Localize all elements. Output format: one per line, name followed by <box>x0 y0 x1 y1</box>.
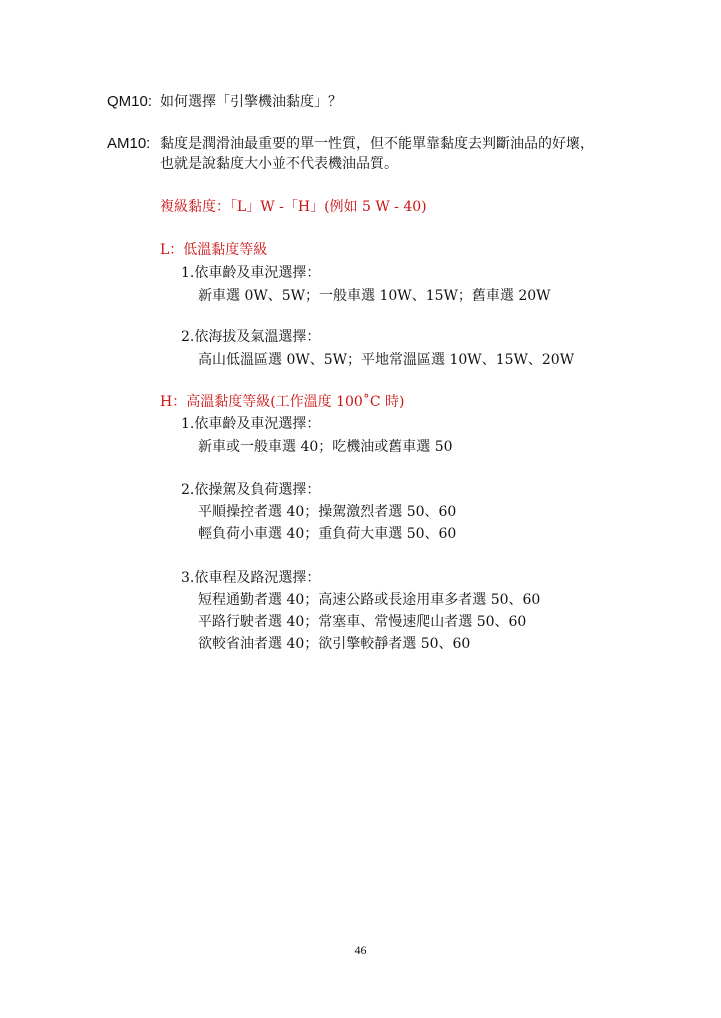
low-group-2-title: 2.依海拔及氣溫選擇： <box>181 329 321 345</box>
answer-line-1: 黏度是潤滑油最重要的單一性質，但不能單靠黏度去判斷油品的好壞， <box>160 136 594 152</box>
high-group-2-item-2: 輕負荷小車選 40；重負荷大車選 50、60 <box>198 526 457 542</box>
high-group-3-item-1: 短程通勤者選 40；高速公路或長途用車多者選 50、60 <box>198 592 541 608</box>
answer-line-2: 也就是說黏度大小並不代表機油品質。 <box>160 156 398 172</box>
high-group-2-title: 2.依操駕及負荷選擇： <box>181 482 321 498</box>
low-group-1-title: 1.依車齡及車況選擇： <box>181 265 321 281</box>
high-heading: H：高溫黏度等級(工作溫度 100˚C 時) <box>160 394 405 410</box>
high-group-3-item-3: 欲較省油者選 40；欲引擎較靜者選 50、60 <box>198 636 471 652</box>
answer-label: AM10: <box>107 135 151 152</box>
high-group-1-title: 1.依車齡及車況選擇： <box>181 416 321 432</box>
page-number: 46 <box>354 943 367 957</box>
high-group-3-item-2: 平路行駛者選 40；常塞車、常慢速爬山者選 50、60 <box>198 614 527 630</box>
high-group-1-item-1: 新車或一般車選 40；吃機油或舊車選 50 <box>198 439 453 455</box>
low-group-2-item-1: 高山低溫區選 0W、5W；平地常溫區選 10W、15W、20W <box>198 352 575 368</box>
high-group-3-title: 3.依車程及路況選擇： <box>181 570 321 586</box>
grade-title: 複級黏度：「L」W -「H」(例如 5 W - 40) <box>160 199 427 215</box>
low-heading: L：低溫黏度等級 <box>160 242 268 258</box>
high-group-2-item-1: 平順操控者選 40；操駕激烈者選 50、60 <box>198 504 457 520</box>
question-text: 如何選擇「引擎機油黏度」？ <box>160 94 342 110</box>
low-group-1-item-1: 新車選 0W、5W；一般車選 10W、15W；舊車選 20W <box>198 288 551 304</box>
question-label: QM10: <box>107 93 153 110</box>
